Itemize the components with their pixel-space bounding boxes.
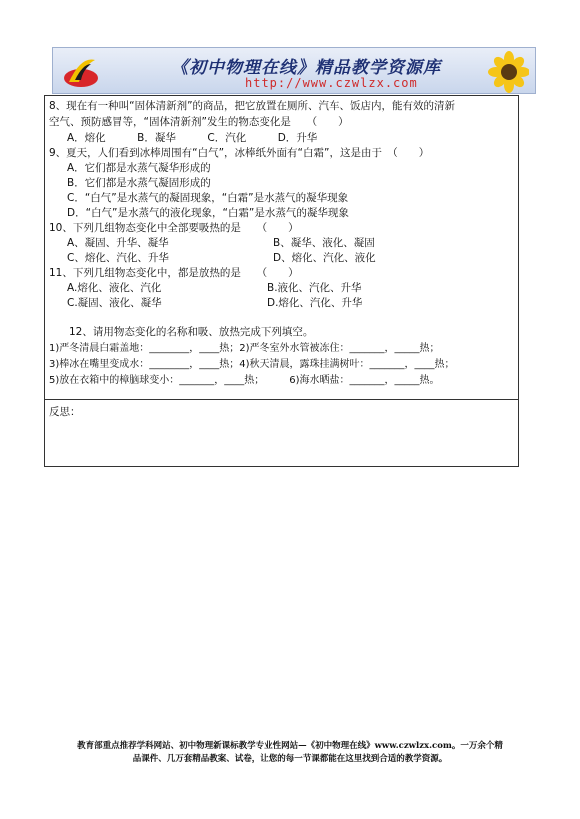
q10-option-a: A、凝固、升华、凝华	[67, 237, 169, 249]
q8-stem-line2: 空气、预防感冒等，“固体清新剂”发生的物态变化是 （ ）	[49, 116, 349, 128]
q12-stem: 12、请用物态变化的名称和吸、放热完成下列填空。	[69, 326, 314, 338]
reflection-label: 反思：	[49, 406, 81, 418]
q9-option-d: D．“白气”是水蒸气的液化现象，“白霜”是水蒸气的凝华现象	[67, 207, 349, 219]
footer-line1: 教育部重点推荐学科网站、初中物理新课标教学专业性网站—《初中物理在线》www.czwlzx.com。一万余个精	[77, 741, 503, 751]
q9-option-c: C．“白气”是水蒸气的凝固现象，“白霜”是水蒸气的凝华现象	[67, 192, 349, 204]
q12-row2: 3)棒冰在嘴里变成水：________，____热；4)秋天清晨，露珠挂满树叶：_______，____热；	[49, 359, 455, 370]
q9-stem: 9、夏天，人们看到冰棒周围有“白气”，冰棒纸外面有“白霜”，这是由于 （ ）	[49, 147, 430, 159]
site-logo-icon	[61, 52, 101, 90]
banner-title: 《初中物理在线》精品教学资源库	[171, 58, 441, 78]
q9-option-a: A．它们都是水蒸气凝华形成的	[67, 162, 211, 174]
q10-stem: 10、下列几组物态变化中全部要吸热的是 （ ）	[49, 222, 299, 234]
q9-option-b: B．它们都是水蒸气凝固形成的	[67, 177, 211, 189]
q10-option-d: D、熔化、汽化、液化	[273, 252, 376, 264]
footer-note	[36, 740, 544, 766]
section-divider	[45, 399, 518, 400]
q11-option-a: A.熔化、液化、汽化	[67, 282, 162, 294]
q10-option-c: C、熔化、汽化、升华	[67, 252, 169, 264]
q11-option-c: C.凝固、液化、凝华	[67, 297, 162, 309]
footer-line2: 品课件、几万套精品教案、试卷，让您的每一节课都能在这里找到合适的教学资源。	[132, 754, 448, 764]
banner-url[interactable]: http://www.czwlzx.com	[245, 76, 418, 90]
q11-option-b: B.液化、汽化、升华	[267, 282, 362, 294]
q11-stem: 11、下列几组物态变化中，都是放热的是 （ ）	[49, 267, 299, 279]
sunflower-icon	[479, 51, 529, 93]
site-banner	[52, 47, 536, 94]
exercise-box	[44, 95, 519, 467]
q12-row3: 5)放在衣箱中的樟脑球变小：_______，____热； 6)海水晒盐：_______，_____热。	[49, 375, 440, 386]
q8-options: A．熔化 B．凝华 C．汽化 D．升华	[67, 132, 318, 144]
q10-option-b: B、凝华、液化、凝固	[273, 237, 375, 249]
q8-stem-line1: 8、现在有一种叫“固体清新剂”的商品，把它放置在厕所、汽车、饭店内，能有效的清新	[49, 100, 456, 112]
q11-option-d: D.熔化、汽化、升华	[267, 297, 363, 309]
q12-row1: 1)严冬清晨白霜盖地：________，____热；2)严冬室外水管被冻住：_______，_____热；	[49, 343, 440, 354]
